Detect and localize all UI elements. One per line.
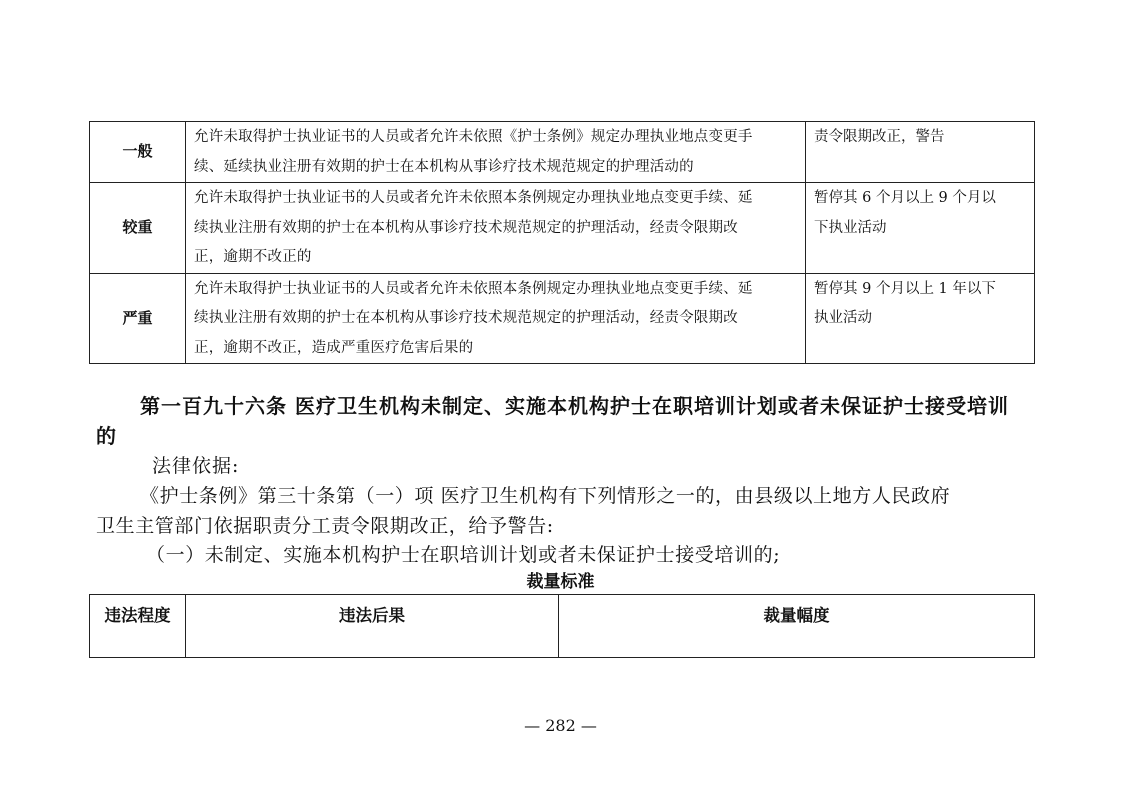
table-header-row xyxy=(90,595,1035,658)
consequence-line: 正，逾期不改正的 xyxy=(194,249,312,265)
discretion-standard-table xyxy=(89,594,1035,658)
table-row xyxy=(90,183,1035,274)
level-cell: 一般 xyxy=(90,122,186,183)
column-header-severity: 违法程度 xyxy=(90,595,186,658)
consequence-line: 允许未取得护士执业证书的人员或者允许未依照本条例规定办理执业地点变更手续、延 xyxy=(194,190,753,206)
penalty-line: 暂停其 6 个月以上 9 个月以 xyxy=(814,190,996,206)
table-row xyxy=(90,273,1035,364)
legal-basis-label: 法律依据: xyxy=(152,455,240,477)
column-header-penalty-range: 裁量幅度 xyxy=(559,595,1035,658)
legal-basis-text: 卫生主管部门依据职责分工责令限期改正，给予警告: xyxy=(96,515,554,537)
penalty-line: 责令限期改正，警告 xyxy=(814,129,945,145)
article-title: 第一百九十六条 医疗卫生机构未制定、实施本机构护士在职培训计划或者未保证护士接受培训 xyxy=(140,394,1009,418)
consequence-line: 续、延续执业注册有效期的护士在本机构从事诊疗技术规范规定的护理活动的 xyxy=(194,158,694,175)
consequence-line: 正，逾期不改正，造成严重医疗危害后果的 xyxy=(194,339,474,356)
consequence-line: 允许未取得护士执业证书的人员或者允许未依照本条例规定办理执业地点变更手续、延 xyxy=(194,280,753,297)
article-title-continuation: 的 xyxy=(96,424,116,448)
penalty-cell xyxy=(806,122,1035,183)
standard-title: 裁量标准 xyxy=(526,572,595,592)
penalty-line: 下执业活动 xyxy=(814,219,887,236)
page-number: — 282 — xyxy=(524,716,597,735)
penalty-cell xyxy=(806,273,1035,364)
consequence-line: 续执业注册有效期的护士在本机构从事诊疗技术规范规定的护理活动，经责令限期改 xyxy=(194,219,738,236)
level-cell: 严重 xyxy=(90,273,186,364)
upper-discretion-table xyxy=(89,121,1035,364)
penalty-line: 暂停其 9 个月以上 1 年以下 xyxy=(814,280,996,297)
consequence-line: 允许未取得护士执业证书的人员或者允许未依照《护士条例》规定办理执业地点变更手 xyxy=(194,129,753,145)
consequence-cell xyxy=(186,273,806,364)
legal-basis-text: 《护士条例》第三十条第（一）项 医疗卫生机构有下列情形之一的，由县级以上地方人民政府 xyxy=(140,485,951,507)
consequence-cell xyxy=(186,183,806,274)
penalty-line: 执业活动 xyxy=(814,310,872,326)
table-row xyxy=(90,122,1035,183)
consequence-line: 续执业注册有效期的护士在本机构从事诊疗技术规范规定的护理活动，经责令限期改 xyxy=(194,310,738,326)
column-header-consequence: 违法后果 xyxy=(186,595,559,658)
level-cell: 较重 xyxy=(90,183,186,274)
consequence-cell xyxy=(186,122,806,183)
penalty-cell xyxy=(806,183,1035,274)
legal-basis-item: （一）未制定、实施本机构护士在职培训计划或者未保证护士接受培训的; xyxy=(146,544,781,566)
